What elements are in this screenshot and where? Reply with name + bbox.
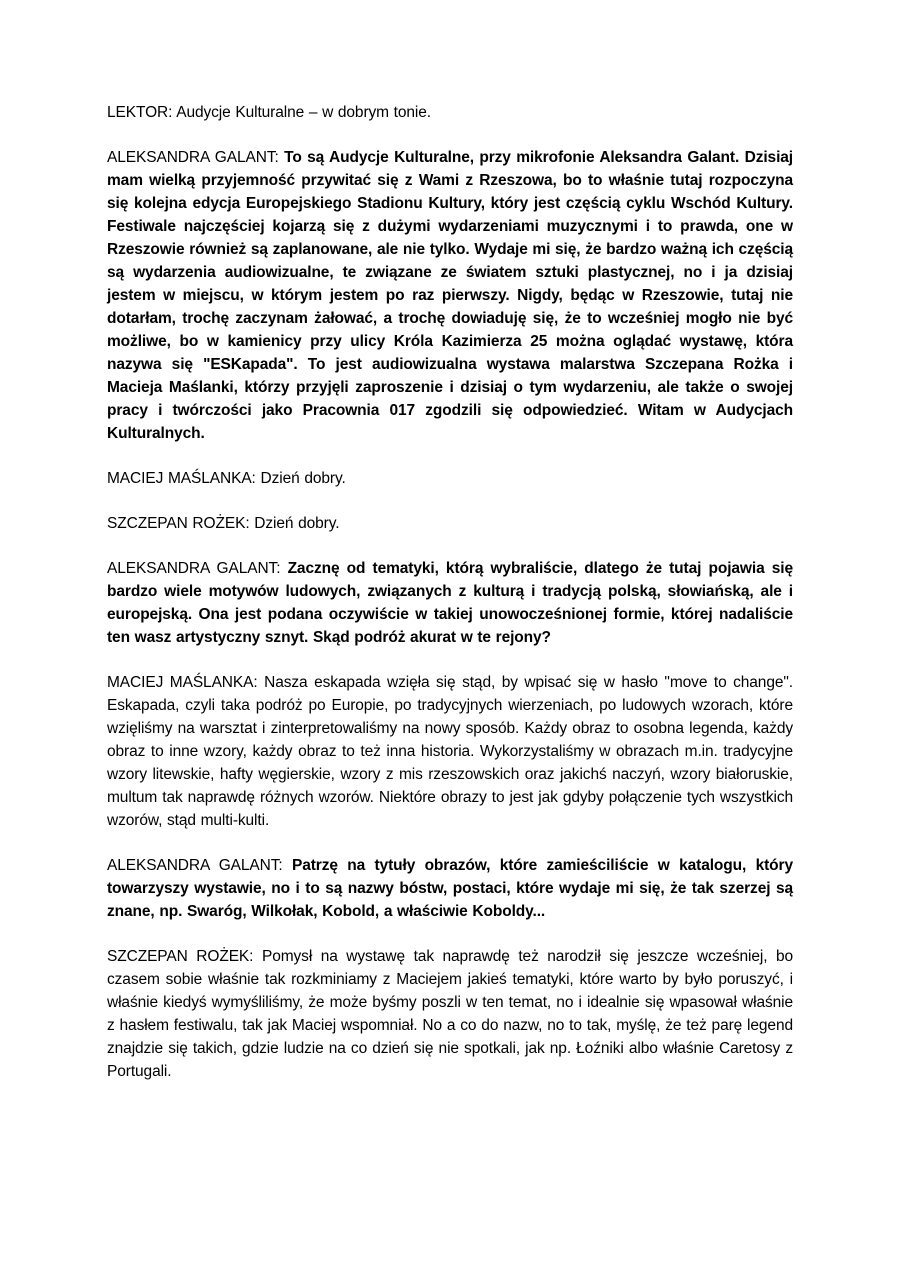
speaker-name: SZCZEPAN ROŻEK: <box>107 515 250 532</box>
speech-text: Dzień dobry. <box>254 515 340 532</box>
speaker-name: SZCZEPAN ROŻEK: <box>107 948 254 965</box>
speaker-name: MACIEJ MAŚLANKA: <box>107 674 258 691</box>
speech-text: To są Audycje Kulturalne, przy mikrofonie Aleksandra Galant. Dzisiaj mam wielką przyjemność przywitać się z Wami z Rzeszowa, bo to właśnie tutaj rozpoczyna się kolejna edycja Europejskiego Stadionu Kultury, który jest częścią cyklu Wschód Kultury. Festiwale najczęściej kojarzą się z dużymi wydarzeniami muzycznymi i to prawda, one w Rzeszowie również są zaplanowane, ale nie tylko. Wydaje mi się, że bardzo ważną ich częścią są wydarzenia audiowizualne, te związane ze światem sztuki plastycznej, no i ja dzisiaj jestem w miejscu, w którym jestem po raz pierwszy. Nigdy, będąc w Rzeszowie, tutaj nie dotarłam, trochę zaczynam żałować, a trochę dowiaduję się, że to wcześniej mogło nie być możliwe, bo w kamienicy przy ulicy Króla Kazimierza 25 można oglądać wystawę, która nazywa się "ESKapada". To jest audiowizualna wystawa malarstwa Szczepana Rożka i Macieja Maślanki, którzy przyjęli zaproszenie i dzisiaj o tym wydarzeniu, ale także o swojej pracy i twórczości jako Pracownia 017 zgodzili się odpowiedzieć. Witam w Audycjach Kulturalnych. <box>107 149 793 442</box>
speech-text: Pomysł na wystawę tak naprawdę też narodził się jeszcze wcześniej, bo czasem sobie właśnie tak rozkminiamy z Maciejem jakieś tematyki, które warto by było poruszyć, i właśnie kiedyś wymyśliliśmy, że może byśmy poszli w ten temat, no i idealnie się wpasował właśnie z hasłem festiwalu, tak jak Maciej wspomniał. No a co do nazw, no to tak, myślę, że też parę legend znajdzie się takich, gdzie ludzie na co dzień się nie spotkali, jak np. Łoźniki albo właśnie Caretosy z Portugali. <box>107 948 793 1080</box>
speech-text: Patrzę na tytuły obrazów, które zamieściliście w katalogu, który towarzyszy wystawie, no i to są nazwy bóstw, postaci, które wydaje mi się, że tak szerzej są znane, np. Swaróg, Wilkołak, Kobold, a właściwie Koboldy... <box>107 857 793 920</box>
transcript-paragraph <box>107 512 793 535</box>
transcript-paragraph <box>107 557 793 649</box>
transcript-paragraph <box>107 146 793 445</box>
transcript-paragraph <box>107 945 793 1083</box>
transcript <box>107 101 793 1083</box>
speaker-name: MACIEJ MAŚLANKA: <box>107 470 256 487</box>
speaker-name: ALEKSANDRA GALANT: <box>107 149 279 166</box>
speech-text: Zacznę od tematyki, którą wybraliście, dlatego że tutaj pojawia się bardzo wiele motywów ludowych, związanych z kulturą i tradycją polską, słowiańską, ale i europejską. Ona jest podana oczywiście w takiej unowocześnionej formie, której nadaliście ten wasz artystyczny sznyt. Skąd podróż akurat w te rejony? <box>107 560 793 646</box>
speaker-name: ALEKSANDRA GALANT: <box>107 560 281 577</box>
speech-text: Audycje Kulturalne – w dobrym tonie. <box>176 104 431 121</box>
speaker-name: LEKTOR: <box>107 104 173 121</box>
transcript-paragraph <box>107 854 793 923</box>
speech-text: Dzień dobry. <box>260 470 346 487</box>
transcript-paragraph <box>107 671 793 832</box>
transcript-paragraph <box>107 467 793 490</box>
speaker-name: ALEKSANDRA GALANT: <box>107 857 283 874</box>
transcript-paragraph <box>107 101 793 124</box>
speech-text: Nasza eskapada wzięła się stąd, by wpisać się w hasło "move to change". Eskapada, czyli taka podróż po Europie, po tradycyjnych wierzeniach, po ludowych wzorach, które wzięliśmy na warsztat i zinterpretowaliśmy na nowy sposób. Każdy obraz to osobna legenda, każdy obraz to inne wzory, każdy obraz to też inna historia. Wykorzystaliśmy w obrazach m.in. tradycyjne wzory litewskie, hafty węgierskie, wzory z mis rzeszowskich oraz jakichś naczyń, wzory białoruskie, multum tak naprawdę różnych wzorów. Niektóre obrazy to jest jak gdyby połączenie tych wszystkich wzorów, stąd multi-kulti. <box>107 674 793 829</box>
